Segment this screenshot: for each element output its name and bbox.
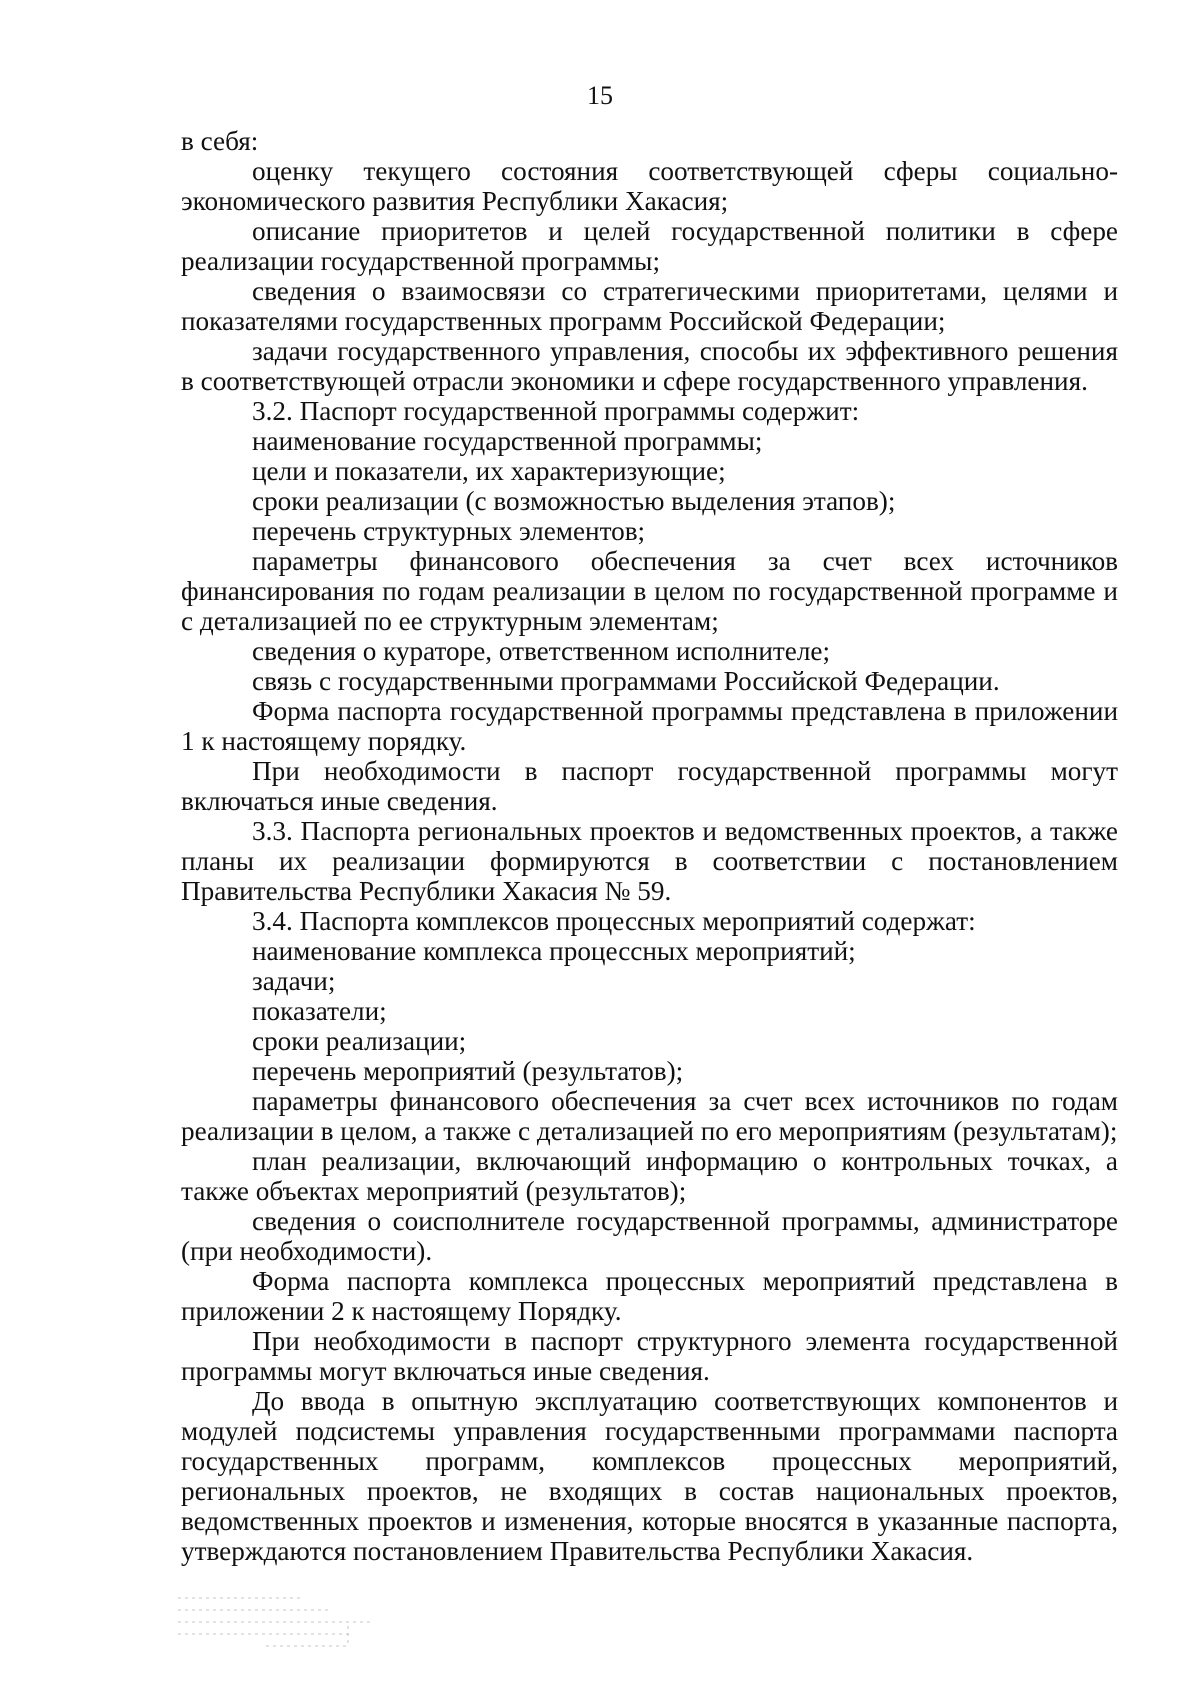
paragraph: сведения о соисполнителе государственной программы, администраторе (при необходимости).: [181, 1206, 1118, 1266]
paragraph: цели и показатели, их характеризующие;: [252, 456, 726, 486]
paragraph: Форма паспорта государственной программы представлена в приложении 1 к настоящему порядку.: [181, 696, 1118, 756]
paragraph: сведения о взаимосвязи со стратегическими приоритетами, целями и показателями государственных программ Российской Федерации;: [181, 276, 1118, 336]
document-body: [181, 126, 1118, 1566]
paragraph: задачи государственного управления, способы их эффективного решения в соответствующей отрасли экономики и сфере государственного управления.: [181, 336, 1118, 396]
paragraph: оценку текущего состояния соответствующей сферы социально-экономического развития Республики Хакасия;: [181, 156, 1118, 216]
section-heading-3-4: 3.4. Паспорта комплексов процессных мероприятий содержат:: [252, 906, 976, 936]
paragraph: план реализации, включающий информацию о контрольных точках, а также объектах мероприятий (результатов);: [181, 1146, 1118, 1206]
paragraph: перечень структурных элементов;: [252, 516, 646, 546]
paragraph: наименование комплекса процессных мероприятий;: [252, 936, 856, 966]
faint-stamp-mark: [170, 1590, 380, 1650]
paragraph: До ввода в опытную эксплуатацию соответствующих компонентов и модулей подсистемы управления государственными программами паспорта государственных программ, комплексов процессных мероприятий, региональных проектов, не входящих в состав национальных проектов, ведомственных проектов и изменения, которые вносятся в указанные паспорта, утверждаются постановлением Правительства Республики Хакасия.: [181, 1386, 1118, 1566]
page-number: 15: [587, 81, 613, 110]
paragraph: перечень мероприятий (результатов);: [252, 1056, 684, 1086]
paragraph: параметры финансового обеспечения за счет всех источников по годам реализации в целом, а также с детализацией по его мероприятиям (результатам);: [181, 1086, 1118, 1146]
paragraph: связь с государственными программами Российской Федерации.: [252, 666, 1000, 696]
paragraph: показатели;: [252, 996, 387, 1026]
paragraph: При необходимости в паспорт структурного элемента государственной программы могут включаться иные сведения.: [181, 1326, 1118, 1386]
paragraph: сроки реализации (с возможностью выделения этапов);: [252, 486, 896, 516]
paragraph: сроки реализации;: [252, 1026, 467, 1056]
paragraph: наименование государственной программы;: [252, 426, 763, 456]
paragraph: сведения о кураторе, ответственном исполнителе;: [252, 636, 831, 666]
paragraph: описание приоритетов и целей государственной политики в сфере реализации государственной программы;: [181, 216, 1118, 276]
paragraph: параметры финансового обеспечения за счет всех источников финансирования по годам реализации в целом по государственной программе и с детализацией по ее структурным элементам;: [181, 546, 1118, 636]
paragraph: При необходимости в паспорт государственной программы могут включаться иные сведения.: [181, 756, 1118, 816]
paragraph: Форма паспорта комплекса процессных мероприятий представлена в приложении 2 к настоящему Порядку.: [181, 1266, 1118, 1326]
section-heading-3-2: 3.2. Паспорт государственной программы содержит:: [252, 396, 860, 426]
section-3-3: 3.3. Паспорта региональных проектов и ведомственных проектов, а также планы их реализации формируются в соответствии с постановлением Правительства Республики Хакасия № 59.: [181, 816, 1118, 906]
paragraph: задачи;: [252, 966, 336, 996]
paragraph-continuation: в себя:: [181, 126, 259, 156]
